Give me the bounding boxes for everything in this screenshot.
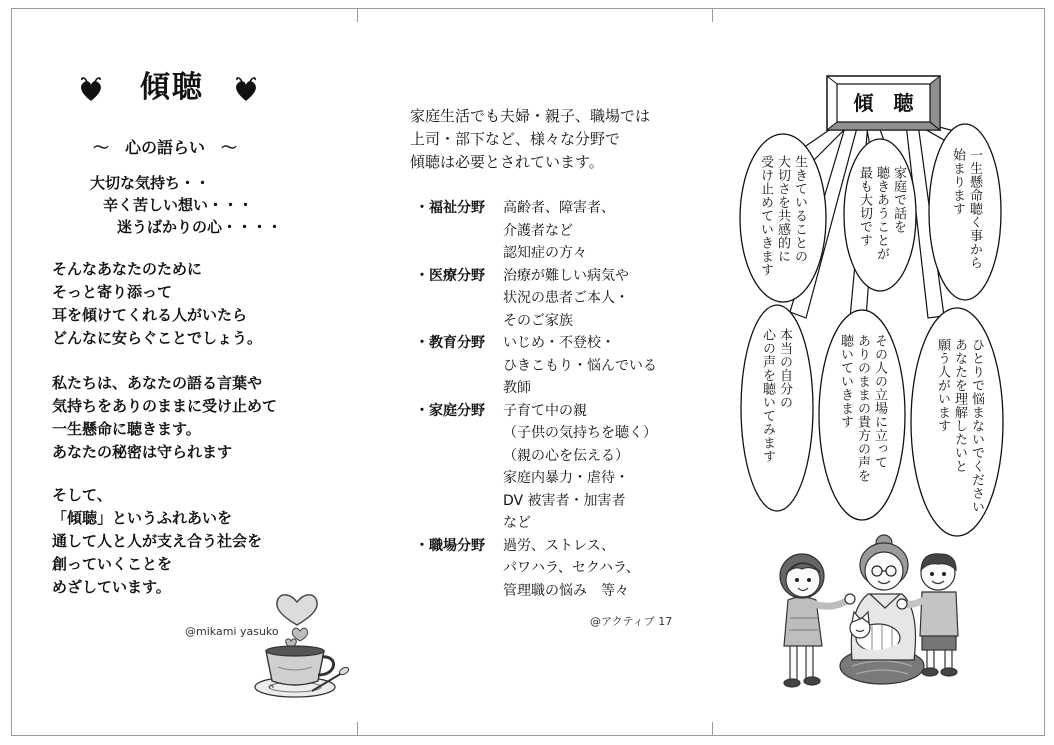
field-list (415, 197, 657, 602)
text-line: 創っていくことを (52, 555, 173, 573)
field-welfare (415, 197, 657, 265)
big-heart (277, 595, 317, 625)
girl-leg (790, 644, 797, 680)
family-illustration (772, 538, 1002, 698)
field-item: 家庭内暴力・虐待・ (503, 470, 629, 486)
text-line: 上司・部下など、様々な分野で (410, 130, 621, 148)
heart-curl-left (82, 78, 87, 82)
heart-shape (236, 81, 256, 101)
bubble-line: 一生懸命聴く事から (967, 148, 982, 270)
text-line: そして、 (52, 486, 112, 504)
bubble-line: 聴いていきます (838, 334, 853, 429)
text-line: あなたの秘密は守られます (52, 443, 233, 461)
field-items (503, 265, 629, 333)
field-items (503, 332, 657, 400)
boy-eye (942, 572, 946, 576)
field-item: パワハラ、セクハラ、 (503, 560, 640, 576)
bubble-line: ひとりで悩まないでください (969, 338, 984, 514)
heart-curl-right (250, 78, 255, 82)
bubble-line: 心の声を聴いてみます (760, 328, 775, 463)
grandmother-figure (840, 535, 924, 684)
bubble-line: 受け止めていきます (758, 155, 773, 277)
paragraph-1 (52, 258, 262, 350)
bubble-text-5 (837, 334, 888, 534)
text-line: 傾聴は必要とされています。 (410, 153, 604, 171)
heart-icon (233, 74, 259, 102)
text-line: 「傾聴」というふれあいを (52, 509, 233, 527)
bubble-line: 生きていることの (792, 155, 807, 263)
text-line: 気持ちをありのままに受け止めて (52, 397, 278, 415)
organization-credit: @アクティブ 17 (590, 615, 673, 628)
diagram-title: 傾 聴 (853, 91, 914, 115)
paragraph-3 (52, 484, 262, 599)
bubble-line: あなたを理解したいと (952, 338, 967, 473)
paragraph-2 (52, 372, 277, 464)
bubble-line: 最も大切です (857, 166, 872, 247)
boy-shirt (920, 592, 958, 636)
field-item: いじめ・不登校・ (503, 335, 615, 351)
boy-leg (945, 648, 952, 670)
text-line: めざしています。 (52, 578, 171, 596)
field-item: 介護者など (503, 222, 573, 239)
fold-mark-top-1 (357, 8, 358, 22)
bubble-text-6 (934, 338, 985, 538)
frame-bevel-right (930, 76, 940, 130)
fold-mark-bottom-1 (357, 722, 358, 736)
poem-line: 辛く苦しい想い・・・ (103, 196, 254, 214)
author-credit: @mikami yasuko (185, 625, 279, 638)
text-line: 一生懸命に聴きます。 (52, 420, 201, 438)
girl-shoe (784, 679, 800, 687)
girl-hand (845, 594, 855, 604)
boy-hand (897, 599, 907, 609)
text-line: 耳を傾けてくれる人がいたら (52, 306, 248, 324)
field-item: そのご家族 (503, 312, 573, 329)
frame-bevel-bottom (827, 122, 940, 130)
field-medical (415, 265, 657, 333)
field-label: ・教育分野 (415, 335, 485, 351)
heart-icon (78, 74, 104, 102)
bubble-line: その人の立場に立って (872, 334, 887, 469)
text-line: そんなあなたのために (52, 260, 203, 278)
field-item: ひきこもり・悩んでいる (503, 357, 657, 374)
field-item: （親の心を伝える） (503, 447, 629, 464)
fold-mark-top-2 (712, 8, 713, 22)
girl-leg (806, 644, 813, 678)
text-line: 私たちは、あなたの語る言葉や (52, 374, 263, 392)
poem-line: 大切な気持ち・・ (90, 174, 211, 192)
bubble-line: 願う人がいます (935, 338, 950, 433)
text-line: 家庭生活でも夫婦・親子、職場では (410, 107, 651, 125)
field-workplace (415, 535, 657, 603)
heart-curl-left (237, 78, 242, 82)
field-item: DV 被害者・加害者 (503, 492, 626, 509)
bubble-line: 本当の自分の (777, 328, 792, 409)
text-line: 通して人と人が支え合う社会を (52, 532, 263, 550)
bubble-line: 大切さを共感的に (775, 155, 790, 263)
girl-eye (795, 578, 799, 582)
intro-text (410, 105, 650, 174)
fold-mark-bottom-2 (712, 722, 713, 736)
girl-arm (814, 600, 848, 606)
field-item: 子育て中の親 (503, 402, 587, 419)
field-item: 過労、ストレス、 (503, 537, 615, 554)
bubble-text-1 (757, 155, 808, 355)
field-item: （子供の気持ちを聴く） (503, 425, 657, 441)
coffee-cup-illustration (250, 585, 350, 701)
field-item: 治療が難しい病気や (503, 267, 629, 284)
bubble-line: 家庭で話を (891, 166, 906, 234)
boy-eye (930, 572, 934, 576)
boy-shoe (922, 668, 938, 676)
boy-shoe (941, 668, 957, 676)
bubble-line: 始まります (950, 148, 965, 216)
heart-shape (81, 81, 101, 101)
field-label: ・福祉分野 (415, 200, 485, 216)
field-label: ・医療分野 (415, 267, 485, 284)
field-items (503, 535, 640, 603)
text-line: どんなに安らぐことでしょう。 (52, 329, 263, 347)
coffee-surface (266, 646, 324, 656)
field-item: 認知症の方々 (503, 245, 587, 261)
field-item: 教師 (503, 380, 531, 396)
field-items (503, 400, 657, 535)
subtitle: ～ 心の語らい ～ (93, 138, 238, 157)
page-title: 傾聴 (140, 70, 204, 105)
field-item: 状況の患者ご本人・ (503, 290, 629, 306)
field-label: ・職場分野 (415, 537, 485, 554)
heart-curl-right (95, 78, 100, 82)
girl-eye (807, 578, 811, 582)
girl-shoe (804, 677, 820, 685)
bubble-text-4 (759, 328, 793, 528)
bubble-text-3 (949, 148, 983, 348)
field-label: ・家庭分野 (415, 402, 485, 419)
bubble-line: 聴きあうことが (874, 166, 889, 261)
field-items (503, 197, 615, 265)
field-item: 高齢者、障害者、 (503, 200, 615, 216)
poem-line: 迷うばかりの心・・・・ (117, 218, 283, 236)
bubble-line: ありのままの貴方の声を (855, 334, 870, 483)
field-family (415, 400, 657, 535)
field-education (415, 332, 657, 400)
field-item: など (503, 515, 531, 531)
text-line: そっと寄り添って (52, 283, 173, 301)
field-item: 管理職の悩み 等々 (503, 582, 629, 599)
boy-leg (927, 648, 934, 670)
